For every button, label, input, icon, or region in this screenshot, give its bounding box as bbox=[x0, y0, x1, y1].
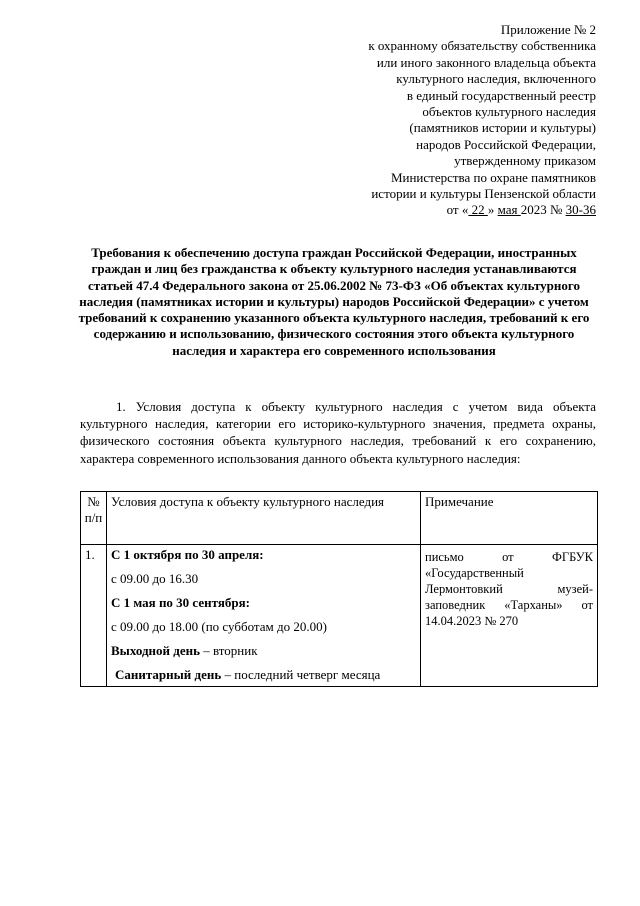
period2-hours: с 09.00 до 18.00 (по субботам до 20.00) bbox=[111, 619, 327, 634]
appendix-line: Министерства по охране памятников bbox=[390, 169, 596, 185]
table-row bbox=[81, 545, 598, 687]
order-date-line bbox=[300, 202, 596, 218]
document-title: Требования к обеспечению доступа граждан Российской Федерации, иностранных граждан и лиц без гражданства к объекту культурного наследия устанавливаются статьей 47.4 Федерального закона от 25.06.2002 № 73-ФЗ «Об объектах культурного наследия (памятниках истории и культуры) народов Российской Федерации» с учетом требований к сохранению указанного объекта культурного наследия, требований к его содержанию и использованию, физического состояния этого объекта культурного наследия и характера его современного использования bbox=[78, 245, 590, 358]
row-number: 1. bbox=[81, 545, 107, 687]
sanitary-value: – последний четверг месяца bbox=[221, 667, 381, 682]
appendix-line: истории и культуры Пензенской области bbox=[371, 186, 596, 202]
appendix-line: утвержденному приказом bbox=[454, 153, 596, 169]
appendix-line: объектов культурного наследия bbox=[422, 104, 596, 120]
sanitary-line bbox=[115, 667, 416, 682]
access-conditions-table bbox=[80, 491, 598, 687]
appendix-line: или иного законного владельца объекта bbox=[376, 54, 596, 70]
appendix-header bbox=[300, 22, 596, 219]
appendix-line: в единый государственный реестр bbox=[406, 87, 596, 103]
paragraph-text: 1. Условия доступа к объекту культурного наследия с учетом вида объекта культурного наследия, категории его историко-культурного значения, предмета охраны, физического состояния объекта культурного наследия, требований к его сохранению, характера современного использования данного объекта культурного наследия: bbox=[80, 399, 596, 466]
date-year: 2023 № bbox=[520, 202, 566, 218]
table-header-row bbox=[81, 492, 598, 545]
row-note: письмо от ФГБУК «Государственный Лермонтовкий музей-заповедник «Тарханы» от 14.04.2023 № 270 bbox=[421, 545, 598, 687]
date-month: мая bbox=[497, 202, 521, 218]
period1-hours: с 09.00 до 16.30 bbox=[111, 571, 199, 586]
dayoff-value: – вторник bbox=[199, 643, 258, 658]
appendix-line: народов Российской Федерации, bbox=[416, 136, 596, 152]
appendix-line: к охранному обязательству собственника bbox=[368, 38, 596, 54]
appendix-line: (памятников истории и культуры) bbox=[409, 120, 596, 136]
header-note: Примечание bbox=[421, 492, 598, 545]
appendix-line: культурного наследия, включенного bbox=[396, 71, 596, 87]
date-day: 22 bbox=[468, 202, 488, 218]
date-separator: » bbox=[487, 202, 498, 218]
dayoff-label: Выходной день bbox=[111, 643, 200, 658]
order-number: 30-36 bbox=[565, 202, 596, 218]
date-prefix: от « bbox=[446, 202, 469, 218]
sanitary-label: Санитарный день bbox=[115, 667, 222, 682]
header-conditions: Условия доступа к объекту культурного наследия bbox=[107, 492, 421, 545]
appendix-line: Приложение № 2 bbox=[500, 22, 596, 37]
row-conditions bbox=[107, 545, 421, 687]
dayoff-line bbox=[111, 643, 416, 658]
header-number: № п/п bbox=[81, 492, 107, 545]
period1-label: С 1 октября по 30 апреля: bbox=[111, 547, 264, 562]
section-paragraph bbox=[80, 398, 596, 467]
period2-label: С 1 мая по 30 сентября: bbox=[111, 595, 250, 610]
